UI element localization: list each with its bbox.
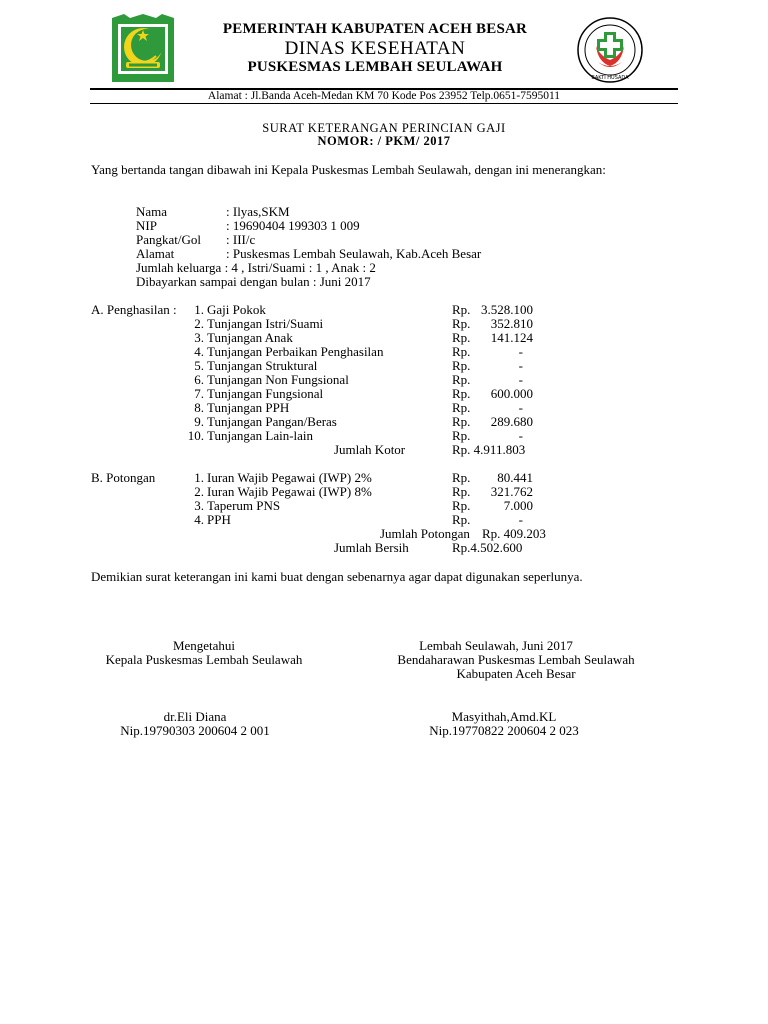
- item-name: Tunjangan Perbaikan Penghasilan: [207, 344, 384, 359]
- bakti-husada-logo: [576, 16, 644, 84]
- jumlah-kotor-label: Jumlah Kotor: [334, 442, 406, 457]
- aceh-besar-logo: [110, 14, 176, 84]
- letter-number: NOMOR: / PKM/ 2017: [317, 134, 451, 148]
- item-name: Tunjangan Istri/Suami: [207, 316, 324, 331]
- item-name: Tunjangan Pangan/Beras: [207, 414, 337, 429]
- item-currency: Rp.: [452, 344, 471, 359]
- item-currency: Rp.: [452, 428, 471, 443]
- alamat-label: Alamat: [136, 246, 175, 261]
- item-name: Iuran Wajib Pegawai (IWP) 8%: [207, 484, 372, 499]
- item-number: 9.: [194, 414, 204, 429]
- item-number: 3.: [194, 498, 204, 513]
- jumlah-bersih-label: Jumlah Bersih: [334, 540, 409, 555]
- item-number: 8.: [194, 400, 204, 415]
- sign-left-name: dr.Eli Diana: [163, 709, 227, 724]
- item-name: Tunjangan Fungsional: [207, 386, 324, 401]
- item-currency: Rp.: [452, 498, 471, 513]
- nama-label: Nama: [136, 204, 168, 219]
- item-number: 3.: [194, 330, 204, 345]
- sign-right-position: Bendaharawan Puskesmas Lembah Seulawah: [397, 652, 635, 667]
- item-amount: 321.762: [490, 484, 533, 499]
- header-department: DINAS KESEHATAN: [284, 38, 466, 59]
- sign-right-name: Masyithah,Amd.KL: [451, 709, 557, 724]
- penghasilan-label: A. Penghasilan :: [91, 302, 177, 317]
- sign-right-nip: Nip.19770822 200604 2 023: [429, 723, 579, 738]
- dibayarkan-sampai: Dibayarkan sampai dengan bulan : Juni 2017: [136, 274, 371, 289]
- item-currency: Rp.: [452, 330, 471, 345]
- item-amount: -: [518, 400, 523, 415]
- header-address: Alamat : Jl.Banda Aceh-Medan KM 70 Kode Pos 23952 Telp.0651-7595011: [207, 90, 561, 102]
- item-amount: 3.528.100: [481, 302, 533, 317]
- item-currency: Rp.: [452, 400, 471, 415]
- nip-value: : 19690404 199303 1 009: [226, 218, 360, 233]
- item-number: 4.: [194, 512, 204, 527]
- item-name: Taperum PNS: [207, 498, 281, 513]
- item-name: Tunjangan Lain-lain: [207, 428, 314, 443]
- item-amount: -: [518, 344, 523, 359]
- sign-left-nip: Nip.19790303 200604 2 001: [120, 723, 270, 738]
- item-number: 6.: [194, 372, 204, 387]
- item-currency: Rp.: [452, 358, 471, 373]
- item-name: Gaji Pokok: [207, 302, 266, 317]
- nip-label: NIP: [136, 218, 157, 233]
- header-puskesmas: PUSKESMAS LEMBAH SEULAWAH: [247, 59, 503, 75]
- item-amount: 289.680: [490, 414, 533, 429]
- alamat-value: : Puskesmas Lembah Seulawah, Kab.Aceh Besar: [226, 246, 482, 261]
- jumlah-keluarga: Jumlah keluarga : 4 , Istri/Suami : 1 , Anak : 2: [136, 260, 376, 275]
- item-amount: 600.000: [490, 386, 533, 401]
- sign-right-region: Kabupaten Aceh Besar: [456, 666, 576, 681]
- pangkat-label: Pangkat/Gol: [136, 232, 201, 247]
- item-number: 2.: [194, 484, 204, 499]
- item-amount: 7.000: [503, 498, 533, 513]
- pangkat-value: : III/c: [226, 232, 256, 247]
- intro-paragraph: Yang bertanda tangan dibawah ini Kepala Puskesmas Lembah Seulawah, dengan ini menerangkan:: [91, 162, 606, 177]
- item-amount: -: [518, 428, 523, 443]
- item-name: Tunjangan Non Fungsional: [207, 372, 349, 387]
- item-currency: Rp.: [452, 386, 471, 401]
- jumlah-potongan-value: Rp. 409.203: [482, 526, 546, 541]
- header-rule-thin: [90, 103, 678, 104]
- jumlah-kotor-value: Rp. 4.911.803: [452, 442, 526, 457]
- item-number: 10.: [187, 428, 204, 443]
- item-name: Tunjangan Anak: [207, 330, 293, 345]
- item-currency: Rp.: [452, 512, 471, 527]
- sign-left-mengetahui: Mengetahui: [172, 638, 236, 653]
- nama-value: : Ilyas,SKM: [226, 204, 290, 219]
- sign-left-position: Kepala Puskesmas Lembah Seulawah: [105, 652, 303, 667]
- sign-right-place-date: Lembah Seulawah, Juni 2017: [419, 638, 573, 653]
- potongan-label: B. Potongan: [91, 470, 156, 485]
- item-amount: -: [518, 512, 523, 527]
- item-amount: 80.441: [497, 470, 533, 485]
- header-government: PEMERINTAH KABUPATEN ACEH BESAR: [222, 21, 528, 37]
- item-amount: -: [518, 372, 523, 387]
- item-name: PPH: [207, 512, 231, 527]
- item-number: 5.: [194, 358, 204, 373]
- closing-statement: Demikian surat keterangan ini kami buat dengan sebenarnya agar dapat digunakan seperlunya.: [91, 569, 583, 584]
- item-name: Tunjangan Struktural: [207, 358, 318, 373]
- jumlah-potongan-label: Jumlah Potongan: [380, 526, 470, 541]
- item-currency: Rp.: [452, 302, 471, 317]
- item-currency: Rp.: [452, 470, 471, 485]
- item-number: 1.: [194, 302, 204, 317]
- item-name: Iuran Wajib Pegawai (IWP) 2%: [207, 470, 372, 485]
- item-currency: Rp.: [452, 372, 471, 387]
- item-number: 2.: [194, 316, 204, 331]
- jumlah-bersih-value: Rp.4.502.600: [452, 540, 523, 555]
- item-currency: Rp.: [452, 414, 471, 429]
- item-amount: -: [518, 358, 523, 373]
- letter-title: SURAT KETERANGAN PERINCIAN GAJI: [262, 121, 506, 135]
- item-currency: Rp.: [452, 316, 471, 331]
- item-number: 4.: [194, 344, 204, 359]
- item-number: 1.: [194, 470, 204, 485]
- item-amount: 141.124: [490, 330, 533, 345]
- item-number: 7.: [194, 386, 204, 401]
- item-amount: 352.810: [490, 316, 533, 331]
- item-currency: Rp.: [452, 484, 471, 499]
- item-name: Tunjangan PPH: [207, 400, 290, 415]
- logo-motto-text: BAKTI HUSADA: [591, 75, 629, 81]
